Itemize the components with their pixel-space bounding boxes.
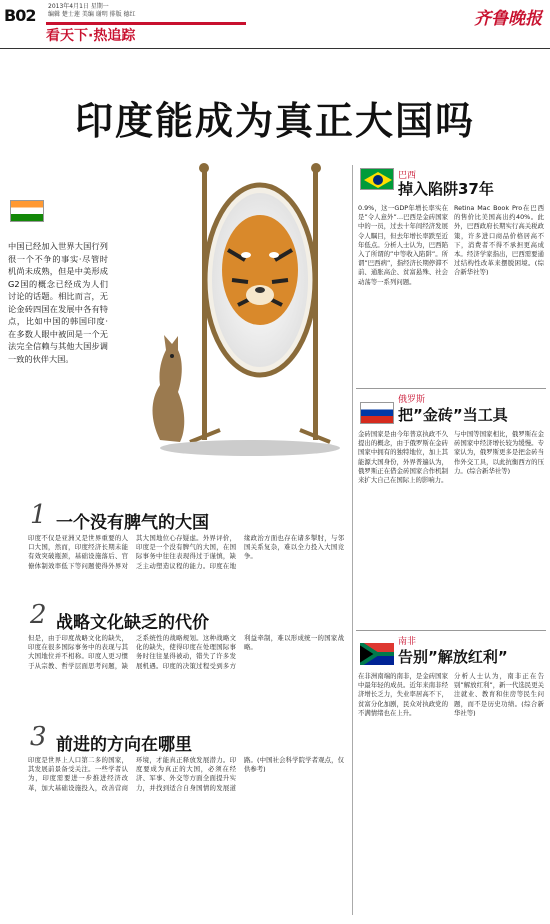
russia-flag-icon [360,402,394,424]
section-2-title: 战略文化缺乏的代价 [56,613,209,633]
section-3-title: 前进的方向在哪里 [56,735,192,755]
russia-col2: 与中国等国家相比，俄罗斯在金砖国家中经济增长较为缓慢。专家认为，俄罗斯更多是把金砖当作外交工具，以此抗衡西方的压力。(综合新华社等) [454,430,544,475]
southafrica-country-label: 南非 [398,637,417,647]
section-label: 看天下·热追踪 [46,28,136,44]
page-number: B02 [4,6,36,25]
brazil-flag-icon [360,168,394,190]
southafrica-title: 告别”解放红利” [398,648,508,666]
southafrica-divider [356,630,546,631]
newspaper-logo: 齐鲁晚报 [474,9,542,29]
brazil-col2: Retina Mac Book Pro在巴西的售价比美国高出约40%。此外，巴西政府长期实行高关税政策，许多进口商品价格居高不下，消费者不得不承担更高成本。经济学家指出，巴西需要通过结构性改革来摆脱困境。(综合新华社等) [454,204,544,277]
russia-col1: 金砖国家是由今年普京执政不久提出的概念，由于俄罗斯在金砖国家中拥有的独特地位，加上其能源大国身份，外界普遍认为，俄罗斯正在借金砖国家合作机制来扩大自己在国际上的影响力。 [358,430,448,485]
southafrica-col2: 分析人士认为，南非正在告别”解放红利”，新一代选民更关注就业、教育和住房等民生问题，而不是历史功绩。(综合新华社等) [454,672,544,717]
brazil-country-label: 巴西 [398,171,417,181]
india-flag-icon [10,200,44,222]
section-banner [46,22,246,42]
date-line: 2013年4月1日 星期一 [48,3,109,10]
southafrica-col1: 在非洲南端的南非，是金砖国家中最年轻的成员。近年来南非经济增长乏力，失业率居高不下，贫富分化加剧，民众对执政党的不满情绪也在上升。 [358,672,448,717]
russia-title: 把”金砖”当工具 [398,406,508,424]
south-africa-flag-icon [360,643,394,665]
russia-country-label: 俄罗斯 [398,395,426,405]
intro-text: 中国已经加入世界大国行列很一个不争的事实·尽管时机尚未成熟，但是中美形成G2国的概念已经成为人们讨论的话题。相比而言，无论金砖四国在发展中各有特点，比如中国的韩国印度·在多数人眼中被回是一个无法完全信赖与其他大国步调一致的伙伴大国。 [8,241,108,364]
cat-mirror-illustration [120,130,350,490]
column-divider [352,165,353,915]
section-1-number: 1 [30,500,47,530]
section-2-number: 2 [30,600,47,630]
brazil-title: 掉入陷阱37年 [398,180,494,198]
editors-line: 编辑 楚士莲 美编 谢明 排版 德红 [48,11,136,18]
section-2-body: 但是，由于印度战略文化的缺失，印度在很多国际事务中的表现与其大国地位并不相称。印度人更习惯于从宗教、哲学层面思考问题，缺乏系统性的战略规划。这种战略文化的缺失，使得印度在处理国际事务时往往显得被动，错失了许多发展机遇。印度的决策过程受到多方利益牵制，难以形成统一的国家战略。 [28,634,344,670]
section-1-body: 印度不仅是亚洲又是世界重要的人口大国，然而，印度经济长期未能有效突破瓶颈，基础设施落后、官僚体制效率低下等问题使得外界对其大国地位心存疑虑。外界评价，印度是一个没有脾气的大国，在国际事务中往往表现得过于谨慎，缺乏主动塑造议程的能力。印度在地缘政治方面也存在诸多掣肘，与邻国关系复杂，难以全力投入大国竞争。 [28,534,344,570]
section-1-title: 一个没有脾气的大国 [56,513,209,533]
issue-date [48,3,136,19]
section-3-number: 3 [30,722,47,752]
russia-divider [356,388,546,389]
main-headline: 印度能成为真正大国吗 [74,99,475,143]
header-rule [0,48,550,49]
brazil-col1: 0.9%，这一GDP年增长率实在是”令人意外”…巴西是金砖国家中的一员，过去十年间经济发展令人瞩目，但去年增长率跌至近年低点。分析人士认为，巴西陷入了所谓的”中等收入陷阱”。所谓”巴西病”，指经济长期停滞不前、通胀高企、贫富悬殊、社会动荡等一系列问题。 [358,204,448,286]
section-3-body: 印度是世界上人口第二多的国家，其发展前景备受关注。一些学者认为，印度需要进一步推进经济改革，加大基础设施投入，改善营商环境，才能真正释放发展潜力。印度要成为真正的大国，必须在经济、军事、外交等方面全面提升实力，并找到适合自身国情的发展道路。(中国社会科学院学者观点，仅供参考) [28,756,344,792]
